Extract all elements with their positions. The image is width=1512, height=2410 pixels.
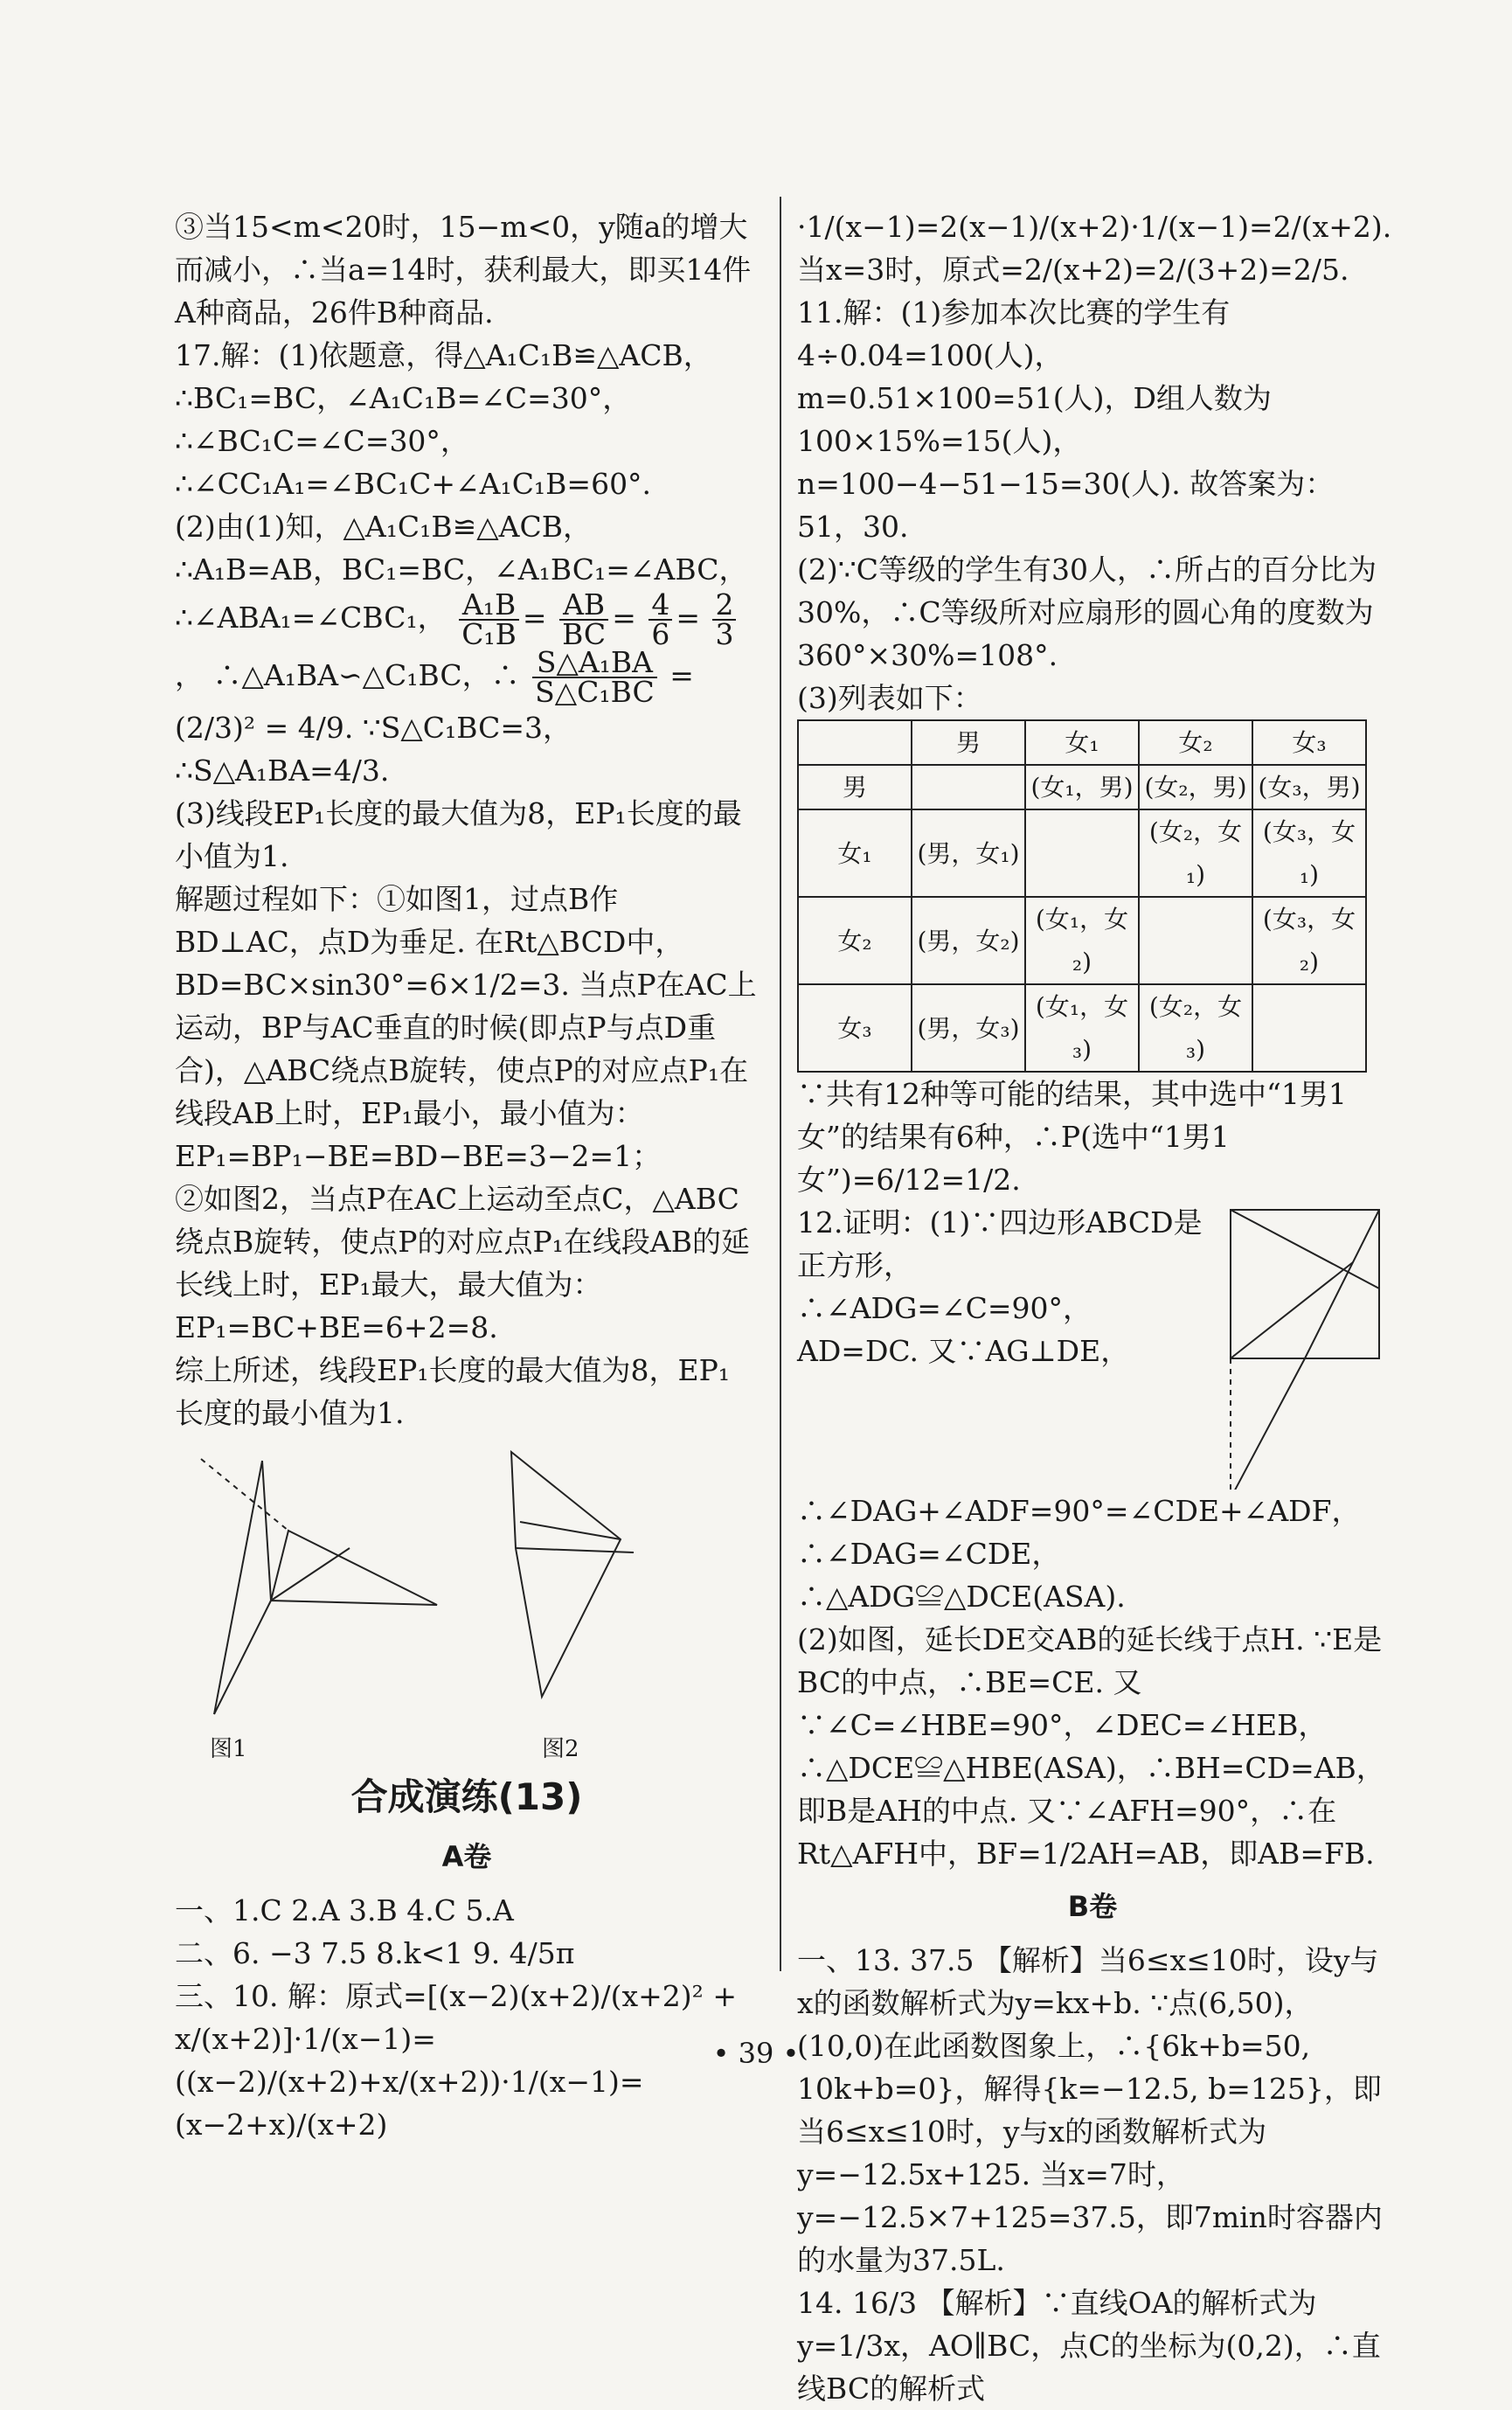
paragraph: ②如图2，当点P在AC上运动至点C，△ABC绕点B旋转，使点P的对应点P₁在线段AB的延长线上时，EP₁最大，最大值为：EP₁=BC+BE=6+2=8. [175,1182,750,1344]
figure-1-and-2 [175,1434,759,1749]
section-title: 合成演练(13) [350,1775,583,1818]
table-cell: 女₂ [798,897,912,984]
paragraph: 综上所述，线段EP₁长度的最大值为8，EP₁长度的最小值为1. [175,1353,731,1430]
denominator: 3 [715,617,734,651]
table-cell: 女₃ [798,984,912,1072]
text: ∴△A₁BA∽△C₁BC，∴ [212,658,520,692]
segment-a1-b [214,1601,271,1714]
segment-c1-a1 [214,1461,262,1714]
segment-c1-b [262,1461,271,1601]
table-cell: (女₃，男) [1252,765,1366,809]
fraction [559,587,608,651]
segment-de [1305,1210,1379,1358]
paragraph: (3)列表如下： [797,681,982,715]
paragraph: (3)线段EP₁长度的最大值为8，EP₁长度的最小值为1. [175,796,742,873]
numerator: 2 [712,591,736,621]
section-a-heading: A卷 [441,1840,492,1873]
table-cell: 女₁ [798,809,912,897]
table-cell: (女₃，女₁) [1252,809,1366,897]
paragraph: 一、13. 37.5 【解析】当6≤x≤10时，设y与x的函数解析式为y=kx+b. ∵点(6,50)，(10,0)在此函数图象上，∴{6k+b=50, 10k+b=0}，解得{k=−12.5, b=125}，即当6≤x≤10时，y与x的函数解析式为y=−12.5x+125. 当x=7时，y=−12.5×7+125=37.5，即7min时容器内的水量为37.5L. [797,1943,1383,2277]
table-header: 男 [912,720,1025,765]
table-row [798,765,1366,809]
table-header: 女₁ [1025,720,1139,765]
figure-1-caption: 图1 [210,1736,247,1762]
segment-ag [1231,1210,1379,1288]
table-cell: (女₁，男) [1025,765,1139,809]
section-b-heading: B卷 [1067,1890,1118,1923]
paragraph: (2)由(1)知，△A₁C₁B≌△ACB，∴A₁B=AB，BC₁=BC，∠A₁BC₁=∠ABC，∴∠ABA₁=∠CBC₁， $\frac{\text{A₁B}}{\text{C₁B}}$ = $\frac{AB}{BC}$ = $\frac{4}{6}$ = $\frac{2}{3}$ ， ∴△A₁BA∽△C₁BC，∴ $\frac{\text{S△A₁BA}}{\text{S△C₁BC}}$ =(2/3)² = 4/9. ∵S△C₁BC=3，∴S△A₁BA=4/3. [175,510,748,788]
table-cell: (女₂，女₁) [1139,809,1252,897]
segment-eh [1231,1358,1305,1490]
left-column [175,205,759,2146]
dashed-line [201,1459,288,1531]
square-abcd [1231,1210,1379,1358]
table-cell: (男，女₃) [912,984,1025,1072]
table-cell: (女₂，女₃) [1139,984,1252,1072]
paragraph: 11.解：(1)参加本次比赛的学生有4÷0.04=100(人)，m=0.51×100=51(人)，D组人数为100×15%=15(人)，n=100−4−51−15=30(人). 故答案为：51，30. [797,295,1335,544]
text: =(2/3)² = 4/9. ∵S△C₁BC=3，∴S△A₁BA=4/3. [175,658,694,788]
column-divider [780,197,781,1971]
table-cell [1025,809,1139,897]
table-cell: (男，女₁) [912,809,1025,897]
table-cell: 男 [798,765,912,809]
paragraph: 14. 16/3 【解析】∵直线OA的解析式为y=1/3x，AO∥BC，点C的坐标为(0,2)，∴直线BC的解析式 [797,2286,1381,2406]
paragraph: (2)如图，延长DE交AB的延长线于点H. ∵E是BC的中点，∴BE=CE. 又∵∠C=∠HBE=90°，∠DEC=∠HEB，∴△DCE≌△HBE(ASA)，∴BH=CD=AB，即B是AH的中点. 又∵∠AFH=90°，∴在Rt△AFH中，BF=1/2AH=AB，即AB=FB. [797,1622,1385,1871]
answer-line: 一、1.C 2.A 3.B 4.C 5.A [175,1893,514,1927]
figure-2-caption: 图2 [542,1736,579,1762]
fraction [532,645,657,709]
denominator: C₁B [461,617,517,651]
table-row [798,809,1366,897]
paragraph: (2)∵C等级的学生有30人，∴所占的百分比为30%，∴C等级所对应扇形的圆心角的度数为360°×30%=108°. [797,552,1377,672]
figure2-shape [511,1452,621,1697]
table-row [798,984,1366,1072]
table-cell [1252,984,1366,1072]
paragraph: 解题过程如下：①如图1，过点B作BD⊥AC，点D为垂足. 在Rt△BCD中，BD=BC×sin30°=6×1/2=3. 当点P在AC上运动，BP与AC垂直的时候(即点P与点D重合)，△ABC绕点B旋转，使点P的对应点P₁在线段AB上时，EP₁最小，最小值为：EP₁=BP₁−BE=BD−BE=3−2=1； [175,882,757,1173]
paragraph: 17.解：(1)依题意，得△A₁C₁B≌△ACB，∴BC₁=BC，∠A₁C₁B=∠C=30°，∴∠BC₁C=∠C=30°，∴∠CC₁A₁=∠BC₁C+∠A₁C₁B=60°. [175,338,712,501]
table-header: 女₂ [1139,720,1252,765]
geometry-figures [175,1434,759,1762]
table-cell [912,765,1025,809]
answer-line: 三、10. 解：原式=[(x−2)(x+2)/(x+2)² + x/(x+2)]·1/(x−1)=((x−2)/(x+2)+x/(x+2))·1/(x−1)=(x−2+x)/(x+2) [175,1979,738,2142]
triangle-abc [271,1531,437,1605]
proof-block [797,1201,1388,1875]
text: (2)由(1)知，△A₁C₁B≌△ACB，∴A₁B=AB，BC₁=BC，∠A₁BC₁=∠ABC，∴∠ABA₁=∠CBC₁， [175,510,748,635]
table-cell: (女₂，男) [1139,765,1252,809]
table-header: 女₃ [1252,720,1366,765]
table-cell: (男，女₂) [912,897,1025,984]
square-figure [1213,1201,1388,1490]
page-number: • 39 • [712,2037,800,2070]
fraction [712,587,736,651]
table-cell: (女₁，女₂) [1025,897,1139,984]
table-header-row [798,720,1366,765]
denominator: S△C₁BC [535,675,655,709]
paragraph: 12.证明：(1)∵四边形ABCD是正方形，∴∠ADG=∠C=90°，AD=DC. 又∵AG⊥DE，∴∠DAG+∠ADF=90°=∠CDE+∠ADF，∴∠DAG=∠CDE，∴△ADG≌△DCE(ASA). [797,1205,1361,1614]
paragraph: ·1/(x−1)=2(x−1)/(x+2)·1/(x−1)=2/(x+2). 当x=3时，原式=2/(x+2)=2/(3+2)=2/5. [797,210,1392,287]
outcome-table [797,719,1367,1073]
denominator: BC [562,617,607,651]
table-cell: (女₁，女₃) [1025,984,1139,1072]
segment-ea1 [520,1522,621,1539]
numerator: 4 [648,591,672,621]
denominator: 6 [651,617,670,651]
numerator: S△A₁BA [532,649,657,678]
paragraph: ③当15<m<20时，15−m<0，y随a的增大而减小，∴当a=14时，获利最大，即买14件A种商品，26件B种商品. [175,210,752,330]
segment-bf [1231,1262,1353,1358]
table-header [798,720,912,765]
paragraph: ∵共有12种等可能的结果，其中选中“1男1女”的结果有6种，∴P(选中“1男1女”)=6/12=1/2. [797,1077,1347,1197]
fraction [459,587,519,651]
table-row [798,897,1366,984]
right-column [797,205,1392,2410]
table-cell [1139,897,1252,984]
numerator: AB [559,591,608,621]
fraction [648,587,672,651]
answer-line: 二、6. −3 7.5 8.k<1 9. 4/5π [175,1936,575,1970]
table-cell: (女₃，女₂) [1252,897,1366,984]
numerator: A₁B [459,591,519,621]
